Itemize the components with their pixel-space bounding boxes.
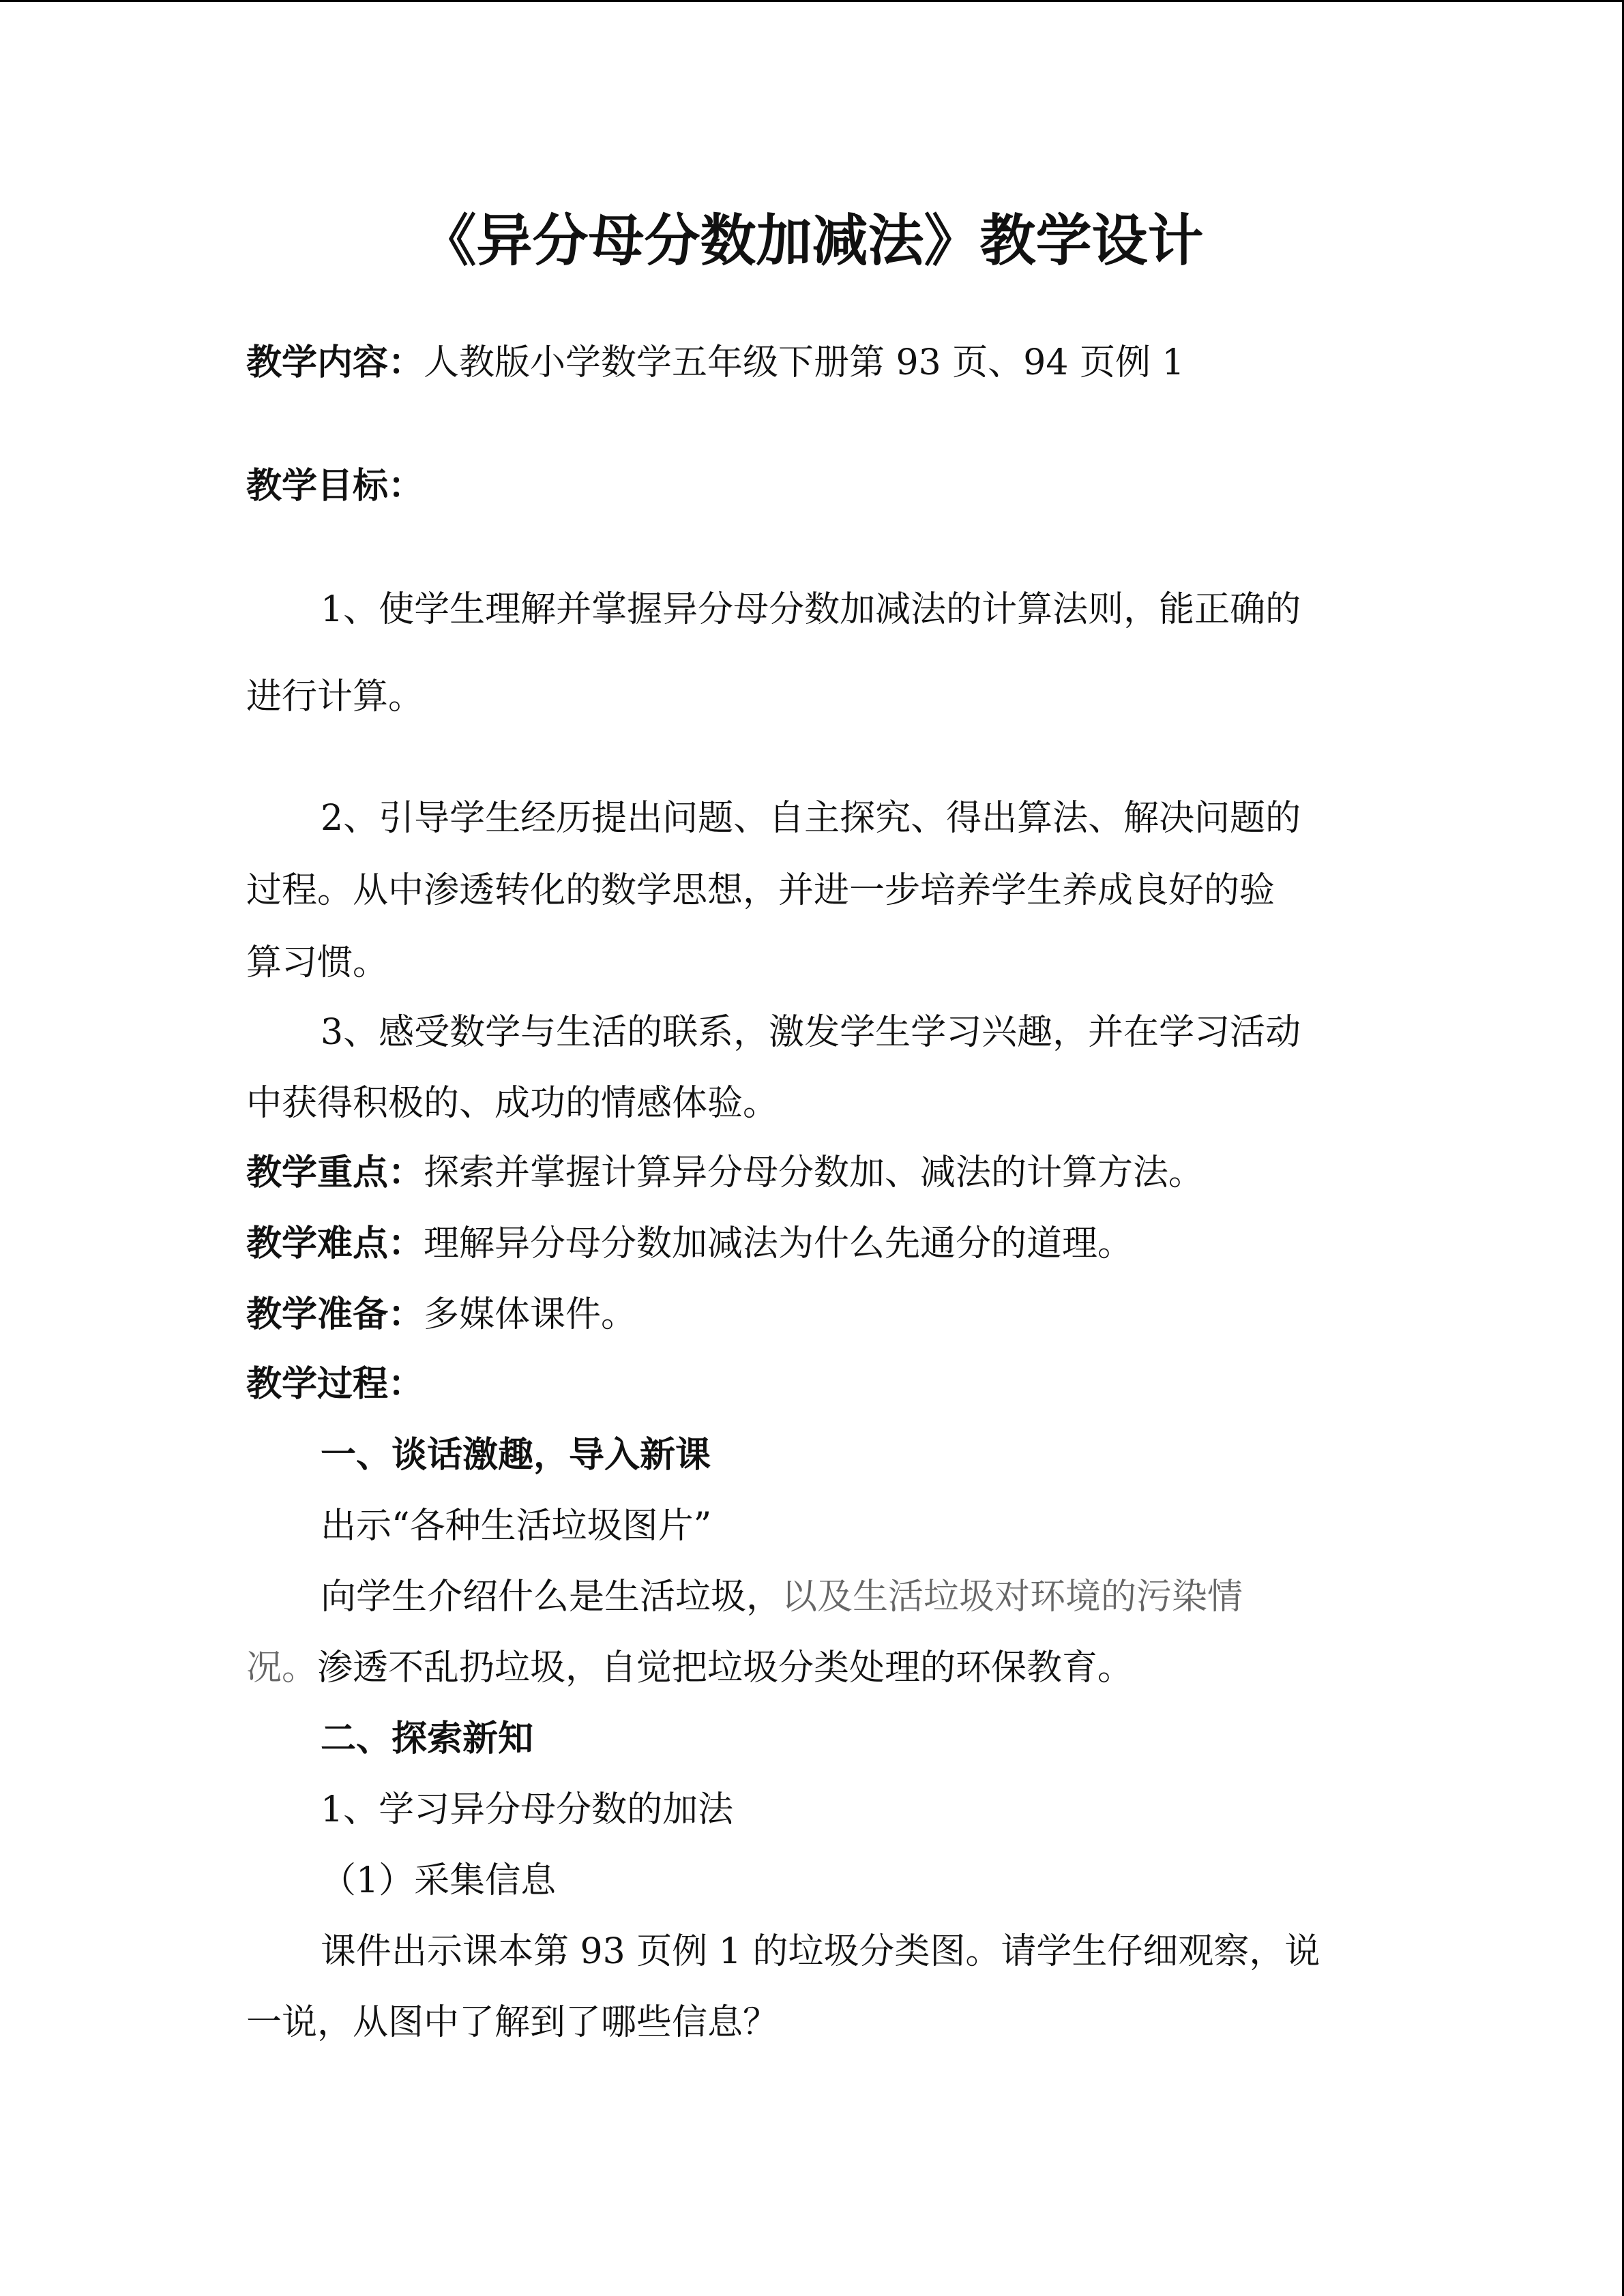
section-2-paragraph-1-line-1: 课件出示课本第 93 页例 1 的垃圾分类图。请学生仔细观察，说	[321, 1931, 1320, 1972]
objective-3-line-2: 中获得积极的、成功的情感体验。	[246, 1083, 779, 1124]
teaching-objectives-label: 教学目标：	[246, 466, 424, 507]
difficulty-label: 教学难点：	[246, 1223, 424, 1264]
section-1-paragraph-2-part-c: 况。	[246, 1648, 318, 1688]
teaching-content-text: 人教版小学数学五年级下册第 93 页、94 页例 1	[424, 342, 1185, 383]
section-1-paragraph-1: 出示“各种生活垃圾图片”	[321, 1506, 712, 1547]
section-1-paragraph-2-part-b: 以及生活垃圾对环境的污染情	[782, 1577, 1243, 1617]
teaching-process-line	[246, 1364, 424, 1405]
objective-3-line-1: 3、感受数学与生活的联系，激发学生学习兴趣，并在学习活动	[321, 1012, 1301, 1053]
objective-1-line-1: 1、使学生理解并掌握异分母分数加减法的计算法则，能正确的	[321, 589, 1301, 630]
teaching-content-line	[246, 342, 1185, 383]
key-point-label: 教学重点：	[246, 1152, 424, 1193]
section-1-paragraph-2-line-1	[321, 1577, 1243, 1617]
teaching-process-label: 教学过程：	[246, 1364, 424, 1405]
key-point-line	[246, 1152, 1204, 1193]
preparation-line	[246, 1294, 636, 1335]
objective-1-line-2: 进行计算。	[246, 676, 424, 717]
key-point-text: 探索并掌握计算异分母分数加、减法的计算方法。	[424, 1152, 1205, 1193]
section-2-paragraph-1-line-2: 一说，从图中了解到了哪些信息？	[246, 2002, 779, 2043]
section-2-item-1: 1、学习异分母分数的加法	[321, 1789, 734, 1830]
section-1-heading: 一、谈话激趣，导入新课	[321, 1435, 711, 1476]
section-1-paragraph-2-part-a: 向学生介绍什么是生活垃圾，	[321, 1577, 782, 1617]
section-1-paragraph-2-line-2	[246, 1648, 1133, 1688]
objective-2-line-3: 算习惯。	[246, 942, 389, 983]
top-border-line	[0, 0, 1624, 2]
teaching-content-label: 教学内容：	[246, 342, 424, 383]
document-title: 《异分母分数加减法》教学设计	[420, 209, 1204, 273]
difficulty-text: 理解异分母分数加减法为什么先通分的道理。	[424, 1223, 1134, 1264]
teaching-objectives-line	[246, 466, 424, 507]
section-2-heading: 二、探索新知	[321, 1718, 534, 1759]
preparation-label: 教学准备：	[246, 1294, 424, 1335]
section-1-paragraph-2-part-d: 渗透不乱扔垃圾，自觉把垃圾分类处理的环保教育。	[317, 1648, 1134, 1688]
objective-2-line-2: 过程。从中渗透转化的数学思想，并进一步培养学生养成良好的验	[246, 870, 1275, 911]
preparation-text: 多媒体课件。	[424, 1294, 637, 1335]
objective-2-line-1: 2、引导学生经历提出问题、自主探究、得出算法、解决问题的	[321, 798, 1301, 839]
difficulty-line	[246, 1223, 1133, 1264]
section-2-subitem-1: （1）采集信息	[321, 1860, 557, 1901]
